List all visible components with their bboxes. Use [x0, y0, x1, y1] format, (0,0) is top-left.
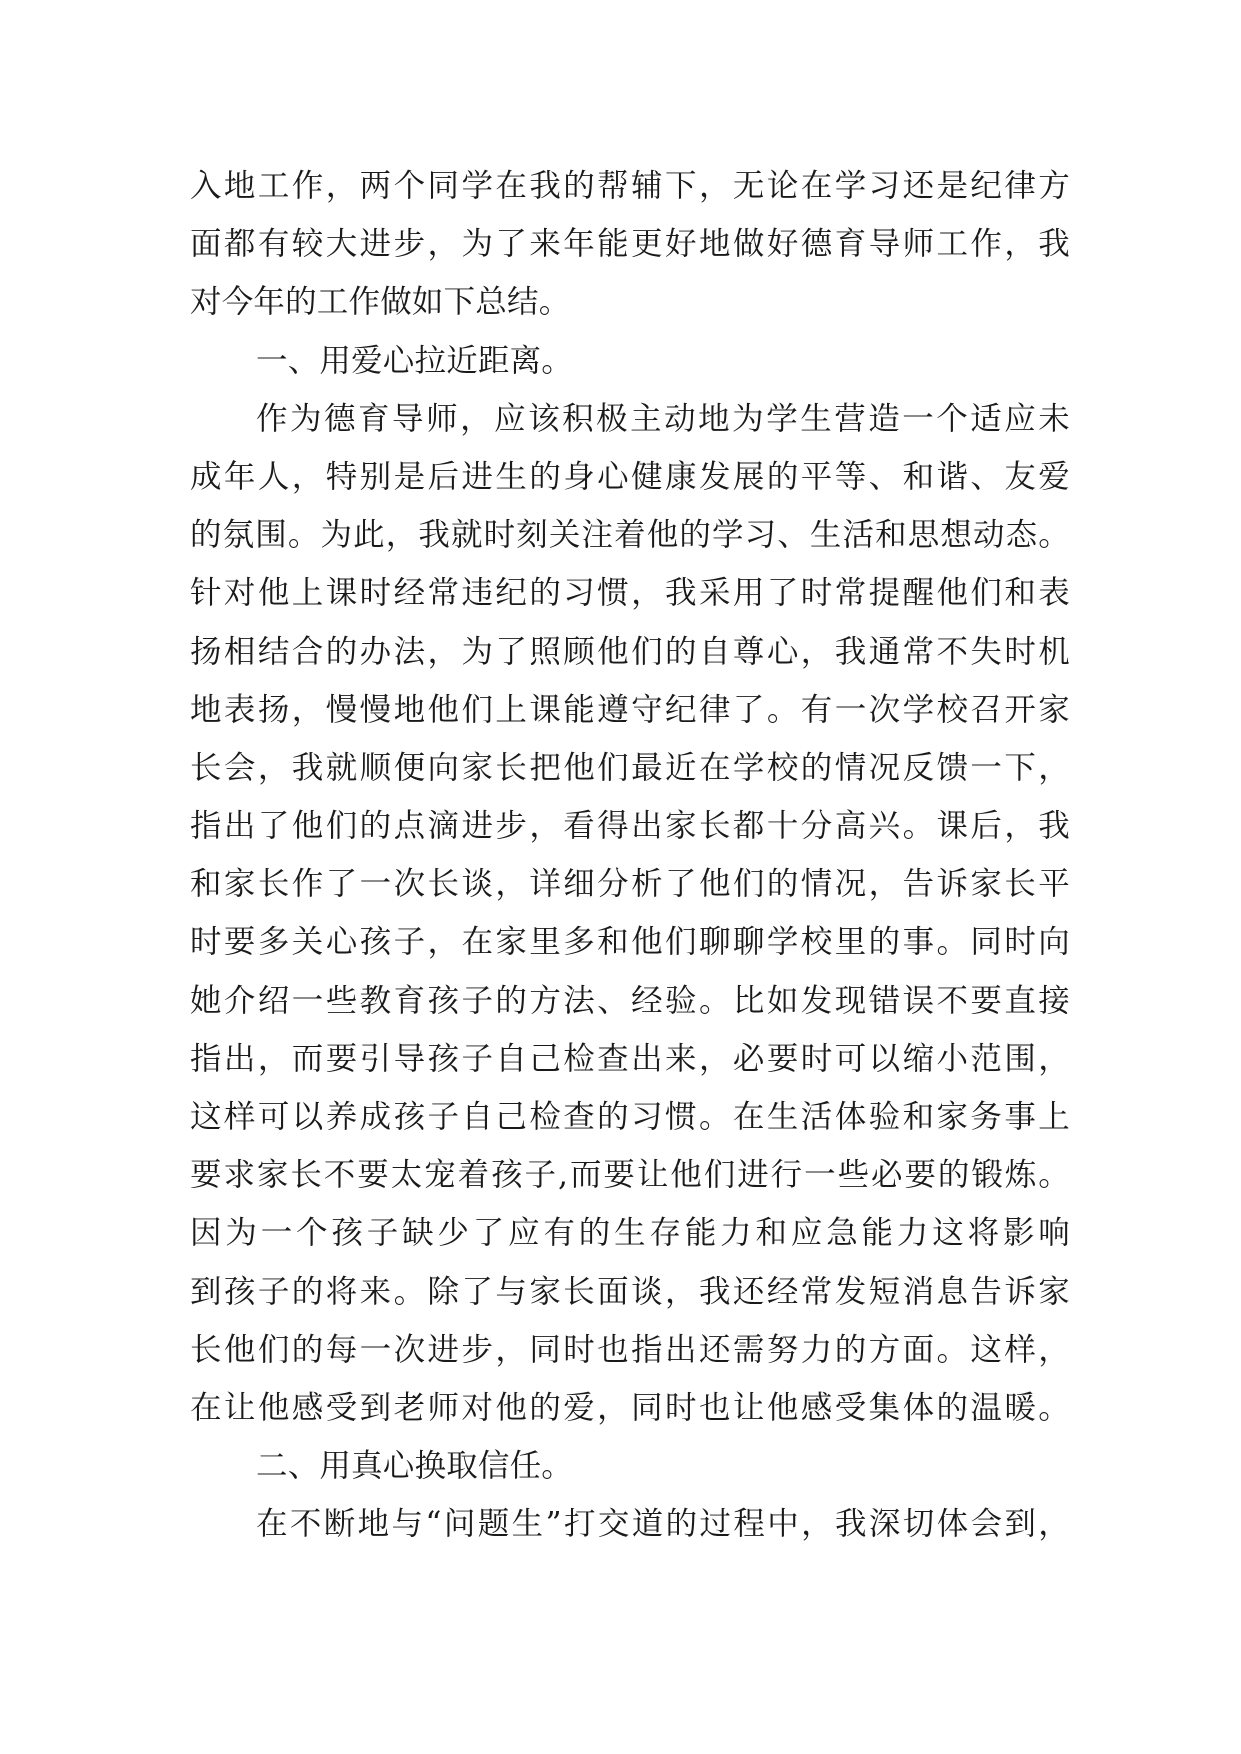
- text-line: 这样可以养成孩子自己检查的习惯。在生活体验和家务事上: [190, 1099, 1070, 1135]
- text-line: 成年人，特别是后进生的身心健康发展的平等、和谐、友爱: [190, 458, 1070, 495]
- text-line: 面都有较大进步，为了来年能更好地做好德育导师工作，我: [190, 226, 1070, 263]
- paragraph-first-line: 在不断地与“问题生”打交道的过程中，我深切体会到，: [256, 1506, 1070, 1543]
- text-line: 地表扬，慢慢地他们上课能遵守纪律了。有一次学校召开家: [190, 691, 1070, 728]
- text-line: 她介绍一些教育孩子的方法、经验。比如发现错误不要直接: [190, 982, 1070, 1019]
- text-line: 和家长作了一次长谈，详细分析了他们的情况，告诉家长平: [190, 866, 1070, 903]
- text-line: 针对他上课时经常违纪的习惯，我采用了时常提醒他们和表: [190, 575, 1070, 612]
- text-line: 在让他感受到老师对他的爱，同时也让他感受集体的温暖。: [190, 1389, 1070, 1426]
- text-line: 到孩子的将来。除了与家长面谈，我还经常发短消息告诉家: [190, 1273, 1070, 1310]
- text-line: 对今年的工作做如下总结。: [190, 284, 571, 321]
- text-line: 的氛围。为此，我就时刻关注着他的学习、生活和思想动态。: [190, 517, 1070, 554]
- text-line: 长会，我就顺便向家长把他们最近在学校的情况反馈一下，: [190, 749, 1070, 786]
- text-line: 因为一个孩子缺少了应有的生存能力和应急能力这将影响: [190, 1215, 1070, 1252]
- text-line: 入地工作，两个同学在我的帮辅下，无论在学习还是纪律方: [190, 168, 1070, 204]
- paragraph-first-line: 作为德育导师，应该积极主动地为学生营造一个适应未: [256, 400, 1070, 437]
- section-heading: 二、用真心换取信任。: [256, 1448, 574, 1485]
- section-heading: 一、用爱心拉近距离。: [256, 342, 574, 379]
- document-body: [190, 157, 1070, 1554]
- text-line: 扬相结合的办法，为了照顾他们的自尊心，我通常不失时机: [190, 633, 1070, 670]
- text-line: 指出，而要引导孩子自己检查出来，必要时可以缩小范围，: [190, 1040, 1070, 1077]
- text-line: 时要多关心孩子，在家里多和他们聊聊学校里的事。同时向: [190, 924, 1070, 961]
- text-line: 要求家长不要太宠着孩子,而要让他们进行一些必要的锻炼。: [190, 1157, 1070, 1194]
- text-line: 指出了他们的点滴进步，看得出家长都十分高兴。课后，我: [190, 808, 1070, 845]
- text-line: 长他们的每一次进步，同时也指出还需努力的方面。这样，: [190, 1331, 1070, 1368]
